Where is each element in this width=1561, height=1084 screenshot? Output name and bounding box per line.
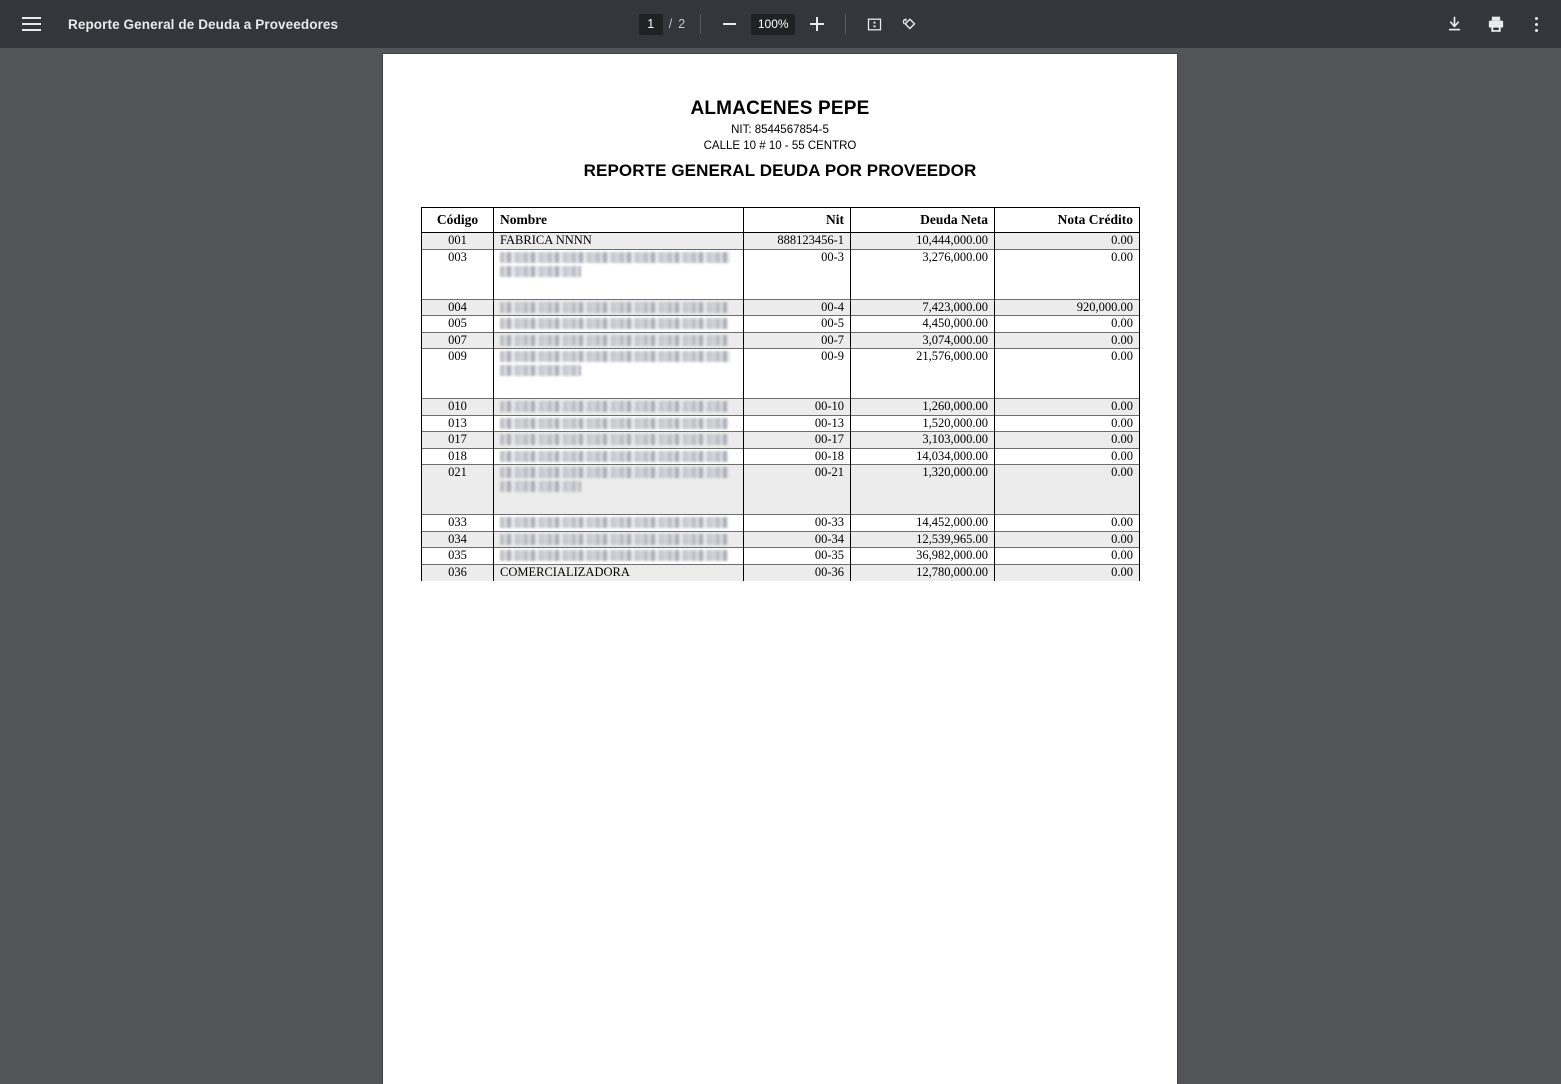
page-total-count: 2 [678, 17, 686, 31]
cell-nombre [494, 515, 744, 532]
table-header-row [422, 208, 1140, 233]
plus-icon [810, 17, 824, 31]
redacted-supplier-name [500, 467, 730, 478]
cell-deuda: 1,260,000.00 [851, 399, 995, 416]
hamburger-line [22, 17, 41, 19]
cell-nombre [494, 415, 744, 432]
redacted-supplier-name [500, 335, 728, 346]
cell-deuda: 3,074,000.00 [851, 332, 995, 349]
cell-deuda: 12,539,965.00 [851, 531, 995, 548]
page-number-input[interactable] [639, 14, 663, 35]
table-row [422, 448, 1140, 465]
cell-deuda: 1,320,000.00 [851, 465, 995, 515]
cell-deuda: 4,450,000.00 [851, 316, 995, 333]
cell-nombre [494, 399, 744, 416]
redacted-supplier-name [500, 401, 728, 412]
pdf-viewer-toolbar [0, 0, 1561, 48]
pdf-viewer-canvas[interactable] [0, 48, 1561, 579]
cell-codigo: 035 [422, 548, 494, 565]
cell-nombre [494, 432, 744, 449]
column-header-nit: Nit [744, 208, 851, 233]
cell-nit: 00-4 [744, 299, 851, 316]
kebab-dot [1535, 23, 1538, 26]
cell-deuda: 14,034,000.00 [851, 448, 995, 465]
cell-codigo: 013 [422, 415, 494, 432]
cell-nit: 888123456-1 [744, 233, 851, 250]
cell-nit: 00-17 [744, 432, 851, 449]
cell-nota: 920,000.00 [995, 299, 1140, 316]
cell-nota: 0.00 [995, 564, 1140, 581]
redacted-supplier-name [500, 302, 728, 313]
table-row [422, 465, 1140, 515]
hamburger-line [22, 29, 41, 31]
toolbar-right-controls [1441, 0, 1547, 48]
table-row [422, 564, 1140, 581]
cell-nombre: FABRICA NNNN [494, 233, 744, 250]
cell-codigo: 005 [422, 316, 494, 333]
redacted-supplier-name [500, 318, 728, 329]
redacted-supplier-name [500, 517, 728, 528]
page-navigation [639, 14, 685, 35]
pdf-page-1 [383, 54, 1177, 1084]
company-nit: NIT: 8544567854-5 [731, 124, 829, 136]
print-button[interactable] [1483, 11, 1509, 37]
fit-to-page-icon [866, 16, 883, 33]
table-body [422, 233, 1140, 581]
cell-deuda: 3,276,000.00 [851, 249, 995, 299]
cell-nota: 0.00 [995, 332, 1140, 349]
cell-nombre [494, 548, 744, 565]
redacted-supplier-name [500, 418, 728, 429]
cell-nit: 00-9 [744, 349, 851, 399]
table-row [422, 399, 1140, 416]
cell-deuda: 12,780,000.00 [851, 564, 995, 581]
cell-codigo: 010 [422, 399, 494, 416]
cell-nombre [494, 332, 744, 349]
table-row [422, 349, 1140, 399]
cell-nombre: COMERCIALIZADORA [494, 564, 744, 581]
cell-nota: 0.00 [995, 531, 1140, 548]
toolbar-divider [700, 14, 701, 34]
cell-nit: 00-13 [744, 415, 851, 432]
cell-nota: 0.00 [995, 233, 1140, 250]
cell-deuda: 21,576,000.00 [851, 349, 995, 399]
redacted-supplier-name [500, 434, 728, 445]
kebab-dot [1535, 17, 1538, 20]
rotate-button[interactable] [896, 11, 922, 37]
company-address: CALLE 10 # 10 - 55 CENTRO [703, 140, 857, 152]
download-icon [1445, 15, 1464, 34]
table-row [422, 531, 1140, 548]
column-header-codigo: Código [422, 208, 494, 233]
cell-nit: 00-3 [744, 249, 851, 299]
table-row [422, 233, 1140, 250]
cell-deuda: 7,423,000.00 [851, 299, 995, 316]
download-button[interactable] [1441, 11, 1467, 37]
cell-nombre [494, 249, 744, 299]
cell-codigo: 036 [422, 564, 494, 581]
zoom-out-button[interactable] [716, 11, 742, 37]
cell-codigo: 033 [422, 515, 494, 532]
report-table-wrapper [421, 207, 1139, 581]
page-separator: / [668, 17, 673, 31]
cell-nombre [494, 349, 744, 399]
cell-codigo: 007 [422, 332, 494, 349]
table-row [422, 432, 1140, 449]
cell-nota: 0.00 [995, 399, 1140, 416]
cell-deuda: 14,452,000.00 [851, 515, 995, 532]
cell-nota: 0.00 [995, 249, 1140, 299]
cell-codigo: 003 [422, 249, 494, 299]
hamburger-menu-icon[interactable] [14, 7, 48, 41]
cell-nombre [494, 465, 744, 515]
redacted-supplier-name [500, 550, 728, 561]
cell-nit: 00-10 [744, 399, 851, 416]
cell-nota: 0.00 [995, 448, 1140, 465]
cell-deuda: 36,982,000.00 [851, 548, 995, 565]
redacted-supplier-name [500, 365, 581, 376]
cell-nit: 00-18 [744, 448, 851, 465]
minus-icon [723, 23, 736, 25]
more-options-icon[interactable] [1525, 11, 1547, 37]
table-row [422, 249, 1140, 299]
cell-deuda: 1,520,000.00 [851, 415, 995, 432]
table-row [422, 332, 1140, 349]
cell-nota: 0.00 [995, 515, 1140, 532]
cell-nota: 0.00 [995, 465, 1140, 515]
report-header [383, 54, 1177, 181]
cell-nit: 00-33 [744, 515, 851, 532]
cell-nombre [494, 531, 744, 548]
zoom-in-button[interactable] [804, 11, 830, 37]
cell-codigo: 001 [422, 233, 494, 250]
report-subject: REPORTE GENERAL DEUDA POR PROVEEDOR [583, 161, 977, 180]
document-title: Reporte General de Deuda a Proveedores [68, 16, 339, 32]
cell-nit: 00-34 [744, 531, 851, 548]
table-row [422, 515, 1140, 532]
zoom-level-display[interactable]: 100% [751, 14, 795, 35]
cell-nota: 0.00 [995, 415, 1140, 432]
table-header [422, 208, 1140, 233]
company-name: ALMACENES PEPE [690, 98, 870, 119]
cell-nit: 00-35 [744, 548, 851, 565]
column-header-deuda: Deuda Neta [851, 208, 995, 233]
cell-codigo: 021 [422, 465, 494, 515]
hamburger-line [22, 23, 41, 25]
redacted-supplier-name [500, 351, 730, 362]
cell-nit: 00-21 [744, 465, 851, 515]
cell-codigo: 018 [422, 448, 494, 465]
column-header-nombre: Nombre [494, 208, 744, 233]
cell-nombre [494, 316, 744, 333]
cell-deuda: 10,444,000.00 [851, 233, 995, 250]
cell-nota: 0.00 [995, 349, 1140, 399]
supplier-debt-table [421, 207, 1140, 581]
table-row [422, 316, 1140, 333]
cell-nota: 0.00 [995, 432, 1140, 449]
cell-codigo: 034 [422, 531, 494, 548]
toolbar-divider [845, 14, 846, 34]
cell-codigo: 009 [422, 349, 494, 399]
rotate-icon [900, 15, 918, 33]
cell-nit: 00-7 [744, 332, 851, 349]
cell-nit: 00-36 [744, 564, 851, 581]
print-icon [1486, 14, 1506, 34]
cell-codigo: 004 [422, 299, 494, 316]
table-row [422, 299, 1140, 316]
redacted-supplier-name [500, 266, 581, 277]
table-row [422, 548, 1140, 565]
redacted-supplier-name [500, 481, 581, 492]
cell-nombre [494, 299, 744, 316]
cell-deuda: 3,103,000.00 [851, 432, 995, 449]
cell-nota: 0.00 [995, 548, 1140, 565]
cell-nombre [494, 448, 744, 465]
column-header-nota: Nota Crédito [995, 208, 1140, 233]
redacted-supplier-name [500, 252, 730, 263]
kebab-dot [1535, 29, 1538, 32]
redacted-supplier-name [500, 451, 728, 462]
redacted-supplier-name [500, 534, 728, 545]
cell-codigo: 017 [422, 432, 494, 449]
cell-nit: 00-5 [744, 316, 851, 333]
fit-to-page-button[interactable] [861, 11, 887, 37]
cell-nota: 0.00 [995, 316, 1140, 333]
table-row [422, 415, 1140, 432]
